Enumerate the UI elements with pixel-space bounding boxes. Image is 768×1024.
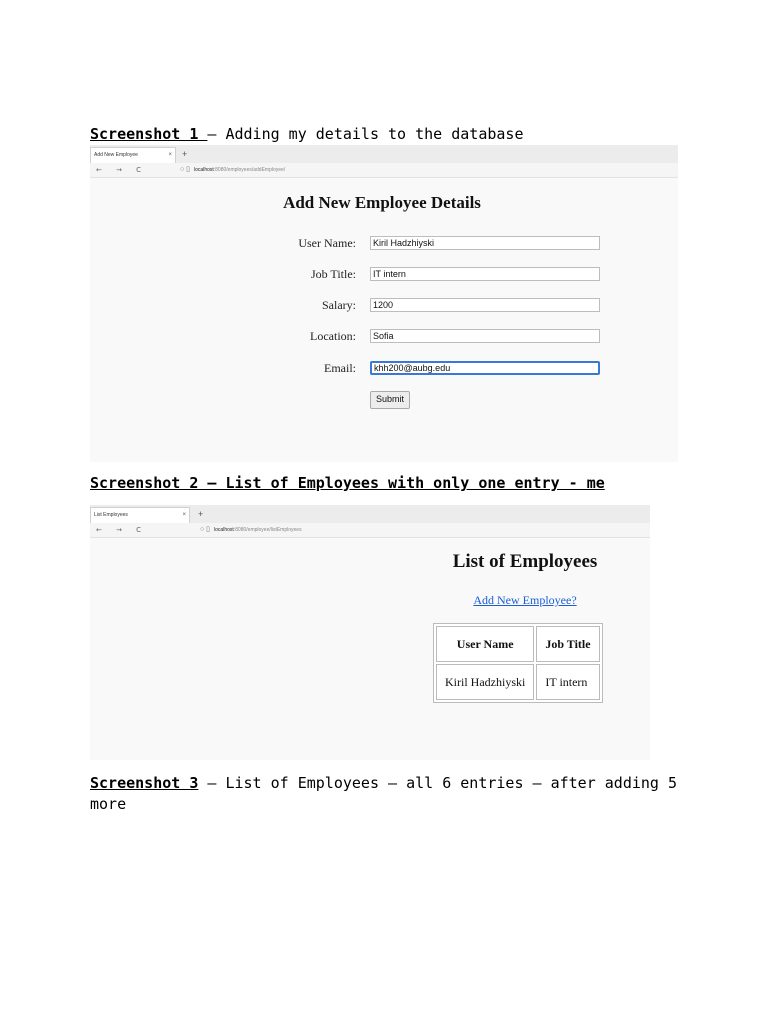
address-field[interactable] (200, 523, 302, 537)
browser-url-bar (90, 163, 678, 178)
job-title-input[interactable]: IT intern (370, 267, 600, 281)
browser-tab[interactable] (90, 147, 176, 163)
user-name-input[interactable]: Kiril Hadzhiyski (370, 236, 600, 250)
field-label: Email: (324, 361, 356, 375)
cell-user-name: Kiril Hadzhiyski (436, 664, 534, 700)
email-input[interactable]: khh200@aubg.edu (370, 361, 600, 375)
field-label: Job Title: (310, 267, 356, 281)
field-label: Location: (310, 329, 356, 343)
address-field[interactable] (180, 163, 285, 177)
form-title: Add New Employee Details (283, 193, 481, 212)
close-icon[interactable]: × (168, 152, 172, 158)
section-1-description: – Adding my details to the database (207, 125, 524, 143)
screenshot-2-list-employees (90, 505, 650, 760)
url-host: localhost (214, 527, 234, 533)
tab-title: List Employees (94, 512, 128, 518)
url-host: localhost (194, 167, 214, 173)
section-3-description: – List of Employees – all 6 entries – after adding 5 more (90, 774, 687, 813)
table-header-row (436, 626, 600, 662)
shield-page-icon: ○ ▯ (180, 166, 191, 173)
list-title: List of Employees (452, 551, 598, 572)
browser-tab-bar (90, 145, 678, 163)
add-new-employee-link[interactable]: Add New Employee? (473, 593, 577, 607)
url-path: :8080/employee/listEmployees (233, 527, 302, 533)
table-row (436, 664, 600, 700)
salary-input[interactable]: 1200 (370, 298, 600, 312)
browser-url-bar (90, 523, 650, 538)
employees-table (433, 623, 603, 703)
cell-job-title: IT intern (536, 664, 599, 700)
field-label: Salary: (322, 298, 356, 312)
section-2-heading (90, 473, 690, 494)
section-3-label: Screenshot 3 (90, 774, 199, 792)
shield-page-icon: ○ ▯ (200, 526, 211, 533)
url-path: :8080/employees/addEmployee/ (213, 167, 286, 173)
column-header-user-name: User Name (436, 626, 534, 662)
tab-title: Add New Employee (94, 152, 138, 158)
field-label: User Name: (298, 236, 356, 250)
column-header-job-title: Job Title (536, 626, 599, 662)
browser-tab[interactable] (90, 507, 190, 523)
nav-buttons[interactable]: ← → C (96, 166, 148, 174)
nav-buttons[interactable]: ← → C (96, 526, 148, 534)
section-3-heading (90, 773, 690, 815)
section-2-label: Screenshot 2 – List of Employees with only one entry - me (90, 474, 605, 492)
submit-button[interactable]: Submit (370, 391, 410, 409)
browser-tab-bar (90, 505, 650, 523)
close-icon[interactable]: × (182, 512, 186, 518)
section-1-label: Screenshot 1 (90, 125, 208, 143)
new-tab-icon[interactable]: + (198, 509, 204, 519)
section-1-heading (90, 124, 690, 145)
new-tab-icon[interactable]: + (182, 149, 188, 159)
screenshot-1-add-employee (90, 145, 678, 462)
location-input[interactable]: Sofia (370, 329, 600, 343)
